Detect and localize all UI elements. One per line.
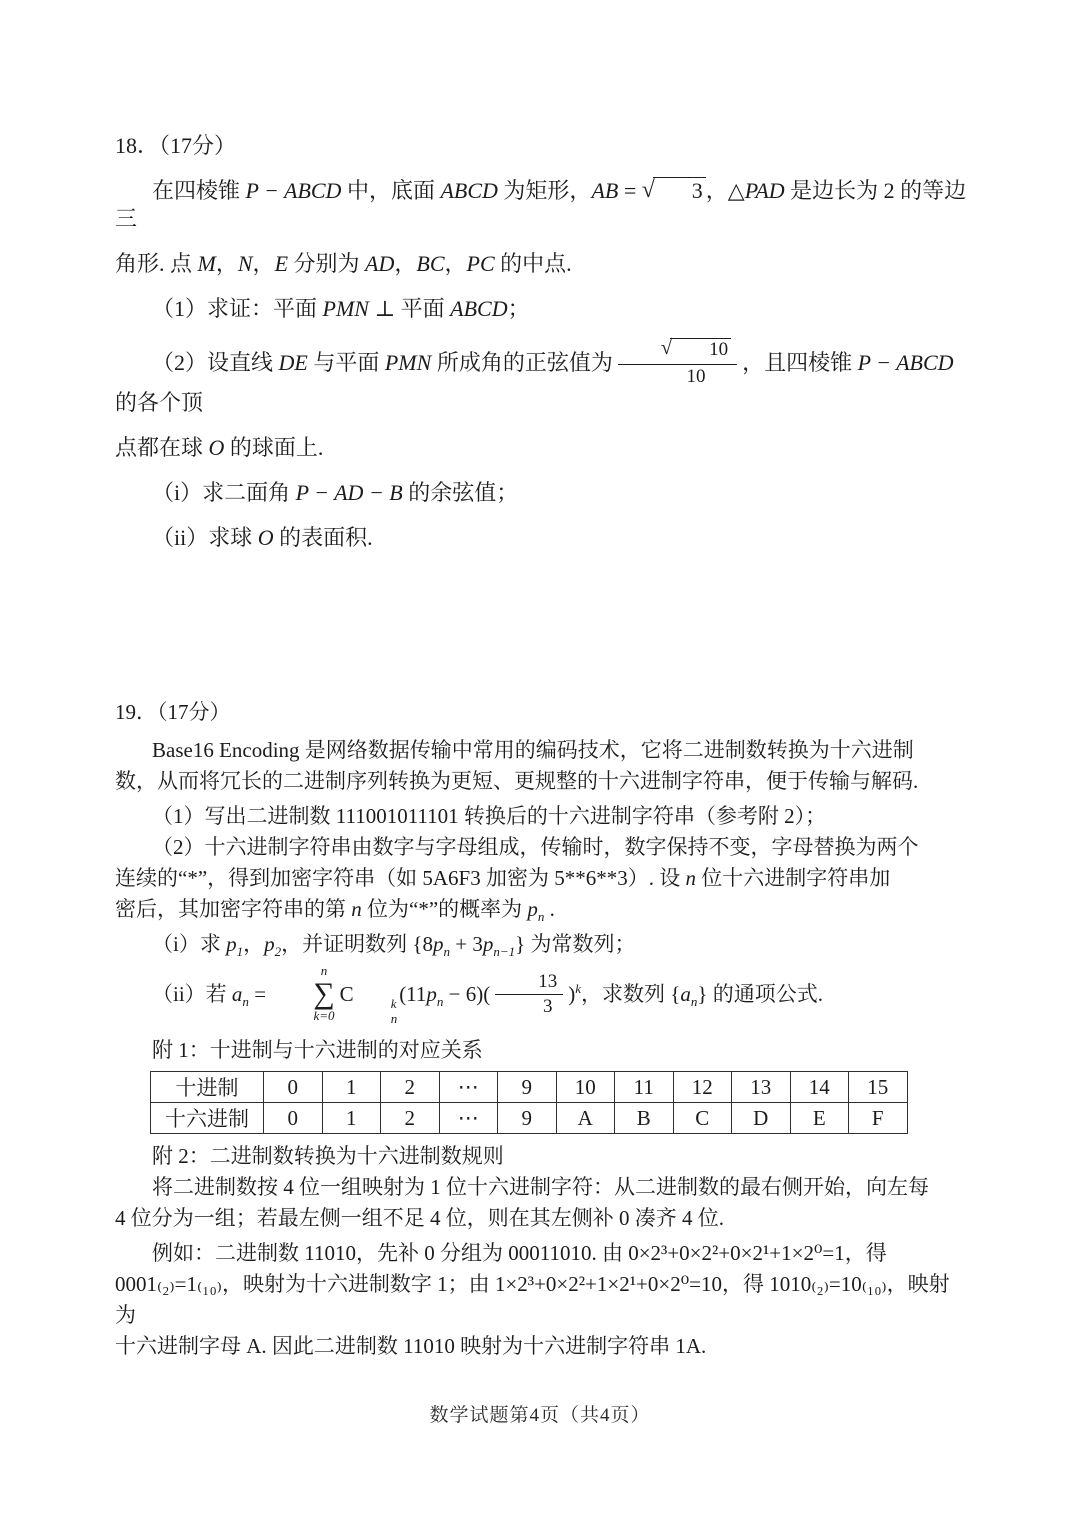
example-line-1: 例如：二进制数 11010，先补 0 分组为 00011010. 由 0×2³+0×2²+0×2¹+1×2⁰=1，得 [152, 1241, 887, 1266]
sqrt-radical [642, 178, 706, 203]
table-cell: 0 [264, 1103, 323, 1134]
q19-part2-line2 [115, 863, 968, 894]
math-var: a [680, 982, 691, 1007]
text-run: + 3 [449, 932, 483, 957]
question-18 [115, 132, 968, 552]
subscript: n [443, 944, 450, 960]
table-cell: 9 [498, 1103, 557, 1134]
sqrt-radical [661, 339, 731, 360]
math-var: PC [466, 251, 495, 276]
table-cell: ⋯ [439, 1103, 498, 1134]
sum-upper-limit: n [320, 963, 328, 979]
text-run: （i）求二面角 [152, 480, 296, 506]
q18-part2-line2 [115, 434, 968, 462]
text-run: 的各个顶 [115, 390, 204, 416]
table-cell: 1 [322, 1103, 381, 1134]
table-cell: 11 [615, 1072, 674, 1103]
sigma-symbol-icon: ∑ [313, 977, 335, 1011]
example-line-2: 0001₍₂₎=1₍₁₀₎，映射为十六进制数字 1；由 1×2³+0×2²+1×2¹+0×2⁰=10，得 1010₍₂₎=10₍₁₀₎，映射为 [115, 1272, 950, 1328]
text-run: 是边长为 2 的等边三 [115, 178, 967, 231]
radical-sign-icon: √ [660, 337, 673, 359]
text-run: ； [507, 296, 530, 321]
math-var: E [274, 251, 289, 276]
q18-intro-line1 [115, 177, 968, 233]
text-run: 在四棱锥 [152, 178, 246, 203]
text-run: 密后，其加密字符串的第 [115, 897, 352, 922]
math-var: ABCD [440, 178, 498, 203]
text-run: ，△ [705, 178, 745, 203]
math-var: O [257, 525, 274, 551]
math-var: M [197, 251, 216, 276]
text-run: 角形. 点 [115, 251, 198, 276]
math-var: p [264, 932, 275, 957]
table-cell: E [790, 1103, 849, 1134]
binomial-coefficient [339, 982, 400, 1027]
question-19 [115, 697, 968, 1362]
text-run: ) [568, 982, 576, 1007]
math-var: p [426, 982, 437, 1007]
text-run: （2）设直线 [152, 349, 279, 375]
text-run: . [544, 897, 555, 922]
text-run: − 6)( [443, 982, 491, 1007]
q19-part2-line3 [115, 894, 968, 925]
fraction-sqrt10-over-10 [618, 338, 737, 387]
table-cell: 12 [673, 1072, 732, 1103]
text-run: （ii）求球 [152, 525, 258, 551]
q19-part2-i-line [115, 929, 968, 960]
text-run: (11 [399, 982, 427, 1007]
table-cell: D [732, 1103, 791, 1134]
row-header: 十六进制 [151, 1103, 264, 1134]
page-footer [0, 1400, 1080, 1427]
math-var: PAD [744, 178, 785, 203]
table-cell: C [673, 1103, 732, 1134]
table-cell: ⋯ [439, 1072, 498, 1103]
rule-line-1: 将二进制数按 4 位一组映射为 1 位十六进制字符：从二进制数的最右侧开始，向左每 [152, 1175, 929, 1200]
text-run: ， [215, 251, 238, 276]
appendix2-caption: 附 2：二进制数转换为十六进制数规则 [152, 1144, 504, 1169]
text-run: ， [252, 251, 275, 276]
table-cell: 13 [732, 1072, 791, 1103]
rule-line-2: 4 位分为一组；若最左侧一组不足 4 位，则在其左侧补 0 凑齐 4 位. [115, 1206, 724, 1231]
text-run: 连续的“*”，得到加密字符串（如 5A6F3 加密为 5**6**3）. 设 [115, 866, 686, 891]
table-cell: 14 [790, 1072, 849, 1103]
sum-lower-limit: k=0 [313, 1008, 335, 1024]
text-run: = [618, 178, 642, 203]
table-cell: 2 [381, 1103, 440, 1134]
subscript: n−1 [493, 944, 516, 960]
row-header: 十进制 [151, 1072, 264, 1103]
table-cell: F [849, 1103, 908, 1134]
subscript: n [436, 994, 444, 1010]
text-run: ，求数列 { [581, 982, 681, 1007]
text-run: ， [444, 251, 467, 276]
text-run: ⊥ 平面 [368, 296, 451, 321]
q19-heading [115, 697, 968, 728]
math-var: n [351, 897, 362, 922]
example-line-3: 十六进制字母 A. 因此二进制数 11010 映射为十六进制字符串 1A. [115, 1334, 707, 1359]
subscript: n [537, 909, 545, 925]
q19-intro-line2: 数，从而将冗长的二进制序列转换为更短、更规整的十六进制字符串，便于传输与解码. [115, 769, 919, 794]
table-cell: 15 [849, 1072, 908, 1103]
text-run: 位为“*”的概率为 [361, 897, 528, 922]
subscript: n [690, 994, 698, 1010]
footer-text: 数学试题第4页（共4页） [429, 1405, 651, 1426]
math-var: AD [365, 251, 395, 276]
text-run: 分别为 [288, 251, 366, 276]
math-var: p [226, 932, 237, 957]
subscript: n [390, 1011, 398, 1027]
table-cell: B [615, 1103, 674, 1134]
superscript: k [575, 981, 582, 997]
sup-sub-stack [354, 997, 398, 1027]
math-var: BC [416, 251, 445, 276]
math-var: N [237, 251, 253, 276]
q19-part1-line: （1）写出二进制数 111001011101 转换后的十六进制字符串（参考附 2）； [152, 804, 827, 829]
table-cell: 10 [556, 1072, 615, 1103]
q19-intro-line1: Base16 Encoding 是网络数据传输中常用的编码技术，它将二进制数转换为十六进制 [152, 738, 914, 763]
table-cell: 9 [498, 1072, 557, 1103]
question-number: 18．（17分） [115, 133, 237, 158]
q18-part1-line [115, 295, 968, 323]
table-cell: 2 [381, 1072, 440, 1103]
q19-part2-ii-formula [115, 963, 968, 1027]
text-run: 的表面积. [273, 525, 373, 551]
superscript: k [390, 996, 397, 1012]
table-row-hex [151, 1103, 908, 1134]
table-cell: A [556, 1103, 615, 1134]
q18-part2-ii-line [115, 524, 968, 552]
math-var: p [432, 932, 444, 957]
q18-intro-line2 [115, 250, 968, 278]
text-run: 与平面 [307, 349, 385, 375]
math-var: ABCD [450, 296, 508, 321]
radicand: 10 [670, 338, 731, 360]
subscript: 1 [236, 944, 244, 960]
table-cell: 0 [264, 1072, 323, 1103]
q18-heading [115, 132, 968, 160]
math-var: n [685, 866, 696, 891]
question-number: 19．（17分） [115, 700, 231, 725]
text-run: ， [243, 932, 265, 957]
math-var: p [482, 932, 494, 957]
math-var: DE [278, 349, 308, 375]
fraction-numerator [618, 338, 737, 365]
equals-sign: = [248, 982, 272, 1007]
text-run: 的中点. [494, 251, 572, 276]
text-run: 中，底面 [341, 178, 441, 203]
text-run: } 为常数列； [515, 932, 636, 957]
text-run: 点都在球 [115, 435, 209, 461]
math-var: p [527, 897, 538, 922]
decimal-hex-table [150, 1071, 908, 1134]
fraction-numerator: 13 [495, 971, 563, 996]
text-run: （1）求证：平面 [152, 296, 323, 321]
text-run: 位十六进制字符串加 [696, 866, 891, 891]
text-run: 所成角的正弦值为 [431, 349, 613, 375]
math-var: PMN [322, 296, 369, 321]
summation-operator [276, 964, 334, 1024]
math-var: O [208, 435, 225, 461]
fraction-denominator: 3 [543, 996, 553, 1018]
radicand: 3 [653, 177, 706, 202]
text-run: 的余弦值； [402, 480, 519, 506]
radical-sign-icon: √ [641, 177, 655, 203]
q18-part2-line1 [115, 337, 968, 417]
appendix1-caption: 附 1：十进制与十六进制的对应关系 [152, 1038, 483, 1063]
text-run: 的球面上. [224, 435, 324, 461]
subscript: 2 [274, 944, 282, 960]
text-run: 为矩形， [497, 178, 592, 203]
table-cell: 1 [322, 1072, 381, 1103]
text-run: } 的通项公式. [697, 982, 823, 1007]
q19-part2-line1: （2）十六进制字符串由数字与字母组成，传输时，数字保持不变，字母替换为两个 [152, 835, 919, 860]
text-run: （ii）若 [152, 982, 232, 1007]
table-row-decimal [151, 1072, 908, 1103]
subscript: n [242, 994, 249, 1010]
math-var: P − AD − B [295, 480, 403, 506]
fraction-denominator: 10 [686, 365, 706, 387]
math-var: C [339, 982, 354, 1007]
math-var: AB [591, 178, 619, 203]
math-var: P − ABCD [245, 178, 342, 203]
text-run: ，且四棱锥 [742, 349, 858, 375]
q18-part2-i-line [115, 479, 968, 507]
fraction-13-over-3 [495, 971, 563, 1019]
text-run: ，并证明数列 {8 [281, 932, 433, 957]
text-run: （i）求 [152, 932, 227, 957]
text-run: ， [394, 251, 417, 276]
math-var: P − ABCD [857, 349, 954, 375]
math-var: a [231, 982, 243, 1007]
math-var: PMN [384, 349, 432, 375]
